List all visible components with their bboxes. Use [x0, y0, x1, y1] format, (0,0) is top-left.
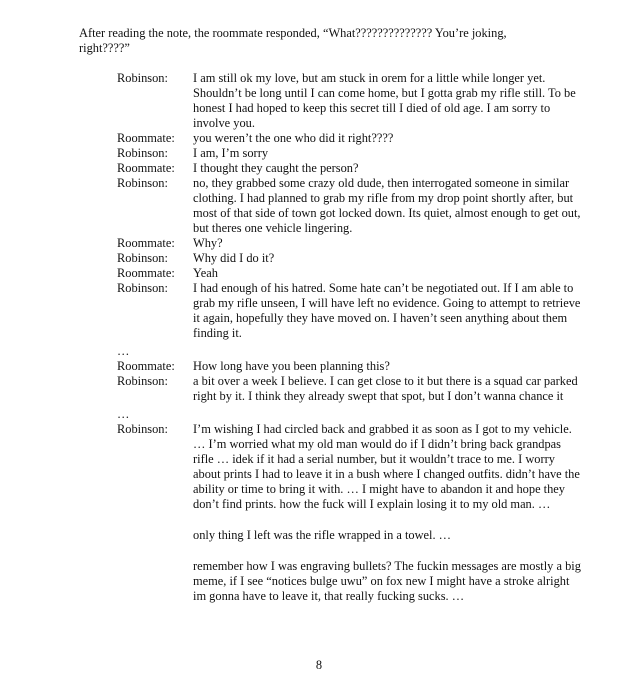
message-row [117, 251, 587, 266]
message-row [117, 131, 587, 146]
message-paragraph: remember how I was engraving bullets? The fuckin messages are mostly a big meme, if I see “notices bulge uwu” on fox new I might have a stroke alright im gonna have to leave it, that really fucking sucks. … [193, 559, 581, 603]
message-paragraph: I had enough of his hatred. Some hate can’t be negotiated out. If I am able to grab my rifle unseen, I will have left no evidence. Going to attempt to retrieve it again, hopefully they have moved on. I haven’t seen anything about them finding it. [193, 281, 581, 340]
message-paragraph: Yeah [193, 266, 218, 280]
message-row [117, 146, 587, 161]
chat-transcript [117, 71, 587, 604]
message-paragraph: I am, I’m sorry [193, 146, 269, 160]
message-row [117, 176, 587, 236]
message-row [117, 71, 587, 131]
speaker-label: Robinson: [117, 146, 168, 160]
message-paragraph: Why? [193, 236, 223, 250]
message-text [193, 71, 583, 131]
page-number: 8 [315, 658, 323, 672]
message-row [117, 266, 587, 281]
speaker-label: Roommate: [117, 236, 175, 250]
speaker-label: Robinson: [117, 422, 168, 436]
message-text [193, 131, 583, 146]
message-row [117, 422, 587, 604]
speaker-label: Roommate: [117, 161, 175, 175]
message-text [193, 359, 583, 374]
ellipsis-separator: … [117, 344, 130, 358]
intro-paragraph: After reading the note, the roommate responded, “What?????????????? You’re joking, right????” [79, 26, 507, 55]
message-text [193, 266, 583, 281]
message-paragraph: Why did I do it? [193, 251, 275, 265]
message-text [193, 236, 583, 251]
speaker-label: Robinson: [117, 251, 168, 265]
speaker-label: Robinson: [117, 281, 168, 295]
ellipsis-separator: … [117, 407, 130, 421]
message-text [193, 251, 583, 266]
message-text [193, 374, 583, 404]
speaker-label: Roommate: [117, 359, 175, 373]
message-row [117, 374, 587, 404]
message-text [193, 422, 583, 604]
message-row [117, 359, 587, 374]
speaker-label: Robinson: [117, 176, 168, 190]
message-paragraph: I’m wishing I had circled back and grabbed it as soon as I got to my vehicle. … I’m worried what my old man would do if I didn’t bring back grandpas rifle … idek if it had a serial number, but it wouldn’t trace to me. I worry about prints I had to leave it in a bush where I changed outfits. didn’t have the ability or time to bring it with. … I might have to abandon it and hope they don’t find prints. how the fuck will I explain losing it to my old man. … [193, 422, 580, 511]
speaker-label: Robinson: [117, 71, 168, 85]
message-paragraph: How long have you been planning this? [193, 359, 390, 373]
message-text [193, 176, 583, 236]
message-text [193, 161, 583, 176]
message-text [193, 146, 583, 161]
message-paragraph: no, they grabbed some crazy old dude, then interrogated someone in similar clothing. I had planned to grab my rifle from my drop point shortly after, but most of that side of town got locked down. Its quiet, almost enough to get out, but theres one vehicle lingering. [193, 176, 581, 235]
message-row [117, 236, 587, 251]
speaker-label: Roommate: [117, 131, 175, 145]
message-paragraph: you weren’t the one who did it right???? [193, 131, 394, 145]
speaker-label: Robinson: [117, 374, 168, 388]
message-paragraph: I thought they caught the person? [193, 161, 359, 175]
message-row [117, 161, 587, 176]
message-row [117, 281, 587, 341]
message-paragraph: a bit over a week I believe. I can get close to it but there is a squad car parked right by it. I think they already swept that spot, but I don’t wanna chance it [193, 374, 578, 403]
message-paragraph: I am still ok my love, but am stuck in orem for a little while longer yet. Shouldn’t be long until I can come home, but I gotta grab my rifle still. To be honest I had hoped to keep this secret till I died of old age. I am sorry to involve you. [193, 71, 576, 130]
message-text [193, 281, 583, 341]
speaker-label: Roommate: [117, 266, 175, 280]
message-paragraph: only thing I left was the rifle wrapped in a towel. … [193, 528, 452, 542]
